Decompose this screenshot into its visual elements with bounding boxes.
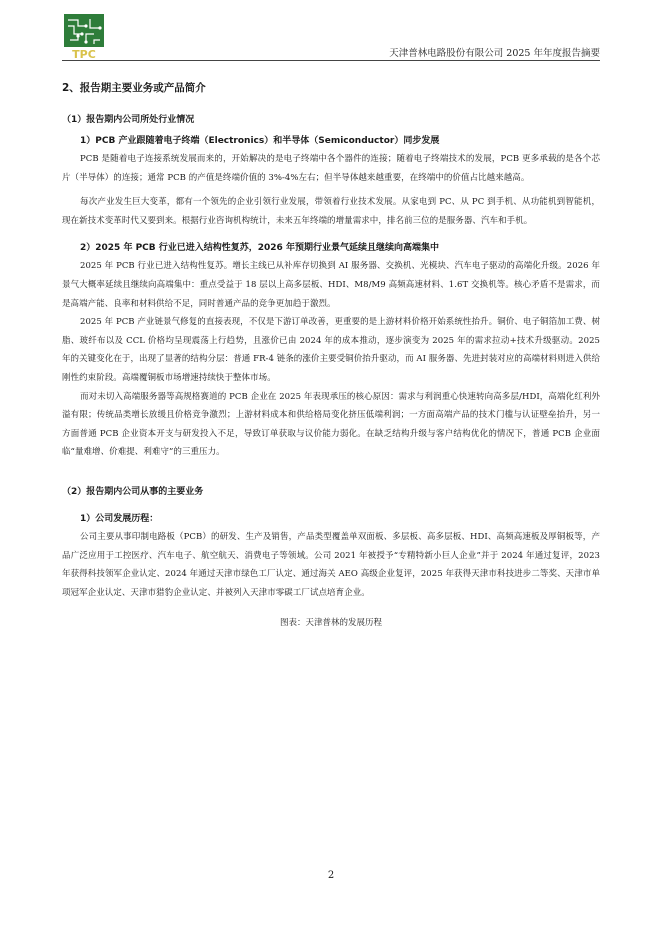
part2-heading: （2）报告期内公司从事的主要业务 [62,486,204,497]
page-number: 2 [327,870,335,881]
header-rule [62,60,600,61]
paragraph: PCB 是随着电子连接系统发展而来的，开始解决的是电子终端中各个器件的连接；随着电子终端技术的发展，PCB 更多承载的是各个芯片（半导体）的连接；通常 PCB 的产值是终端价值的 3%-4%左右；但半导体越来越重要，在终端中的价值占比越来越高。 [62,154,600,183]
paragraph: 2025 年 PCB 产业链景气修复的直接表现，不仅是下游订单改善，更重要的是上游材料价格开始系统性抬升。铜价、电子铜箔加工费、树脂、玻纤布以及 CCL 价格均呈现震荡上行趋势，且涨价已由 2024 年的成本推动，逐步演变为 2025 年的需求拉动+技术升级驱动。2025 年的关键变化在于，出现了显著的结构分层：普通 FR-4 链条的涨价主要受铜价抬升驱动，而 AI 服务器、先进封装对应的高端材料则进入供给刚性约束阶段。高端覆铜板市场增速持续快于整体市场。 [62,317,600,383]
part1-sub1-heading: 1）PCB 产业跟随着电子终端（Electronics）和半导体（Semiconductor）同步发展 [80,136,440,146]
part1-heading: （1）报告期内公司所处行业情况 [62,115,195,125]
part1-sub2-heading: 2）2025 年 PCB 行业已进入结构性复苏，2026 年预期行业景气延续且继续向高端集中 [80,243,439,254]
company-logo [64,14,104,60]
paragraph: 每次产业发生巨大变革，都有一个领先的企业引领行业发展，带领着行业技术发展。从家电到 PC、从 PC 到手机、从功能机到智能机，现在新技术变革时代又要到来。根据行业咨询机构统计，未来五年终端的增量需求中，排名前三位的是服务器、汽车和手机。 [62,197,600,226]
paragraph: 2025 年 PCB 行业已进入结构性复苏。增长主线已从补库存切换到 AI 服务器、交换机、光模块、汽车电子驱动的高端化升级。2026 年景气大概率延续且继续向高端集中：重点受益于 18 层以上高多层板、HDI、M8/M9 高频高速材料、1.6T 交换机等。核心矛盾不是需求，而是高端产能、良率和材料供给不足，同时普通产品的竞争更加趋于激烈。 [62,261,600,309]
main-content [62,80,600,628]
header-title: 天津普林电路股份有限公司 2025 年年度报告摘要 [389,48,600,59]
figure-caption: 图表：天津普林的发展历程 [279,618,382,629]
paragraph: 公司主要从事印制电路板（PCB）的研发、生产及销售，产品类型覆盖单双面板、多层板、高多层板、HDI、高频高速板及厚铜板等，产品广泛应用于工控医疗、汽车电子、航空航天、消费电子等领域。公司 2021 年被授予“专精特新小巨人企业”并于 2024 年通过复评，2023 年获得科技领军企业认定、2024 年通过天津市绿色工厂认定、通过海关 AEO 高级企业复评，2025 年获得天津市科技进步二等奖、天津市单项冠军企业认定、天津市猎豹企业认定、并被列入天津市零碳工厂试点培育企业。 [62,531,600,598]
part2-sub1-heading: 1）公司发展历程： [80,513,159,524]
logo-text: TPC [72,48,96,60]
paragraph: 而对未切入高端服务器等高规格赛道的 PCB 企业在 2025 年表现承压的核心原因：需求与利润重心快速转向高多层/HDI，高端化红利外溢有限；传统品类增长放缓且价格竞争激烈；上游材料成本和供给格局变化挤压低端利润；一方面高端产品的技术门槛与认证壁垒抬升，另一方面普通 PCB 企业资本开支与研发投入不足，导致订单获取与议价能力弱化。在缺乏结构升级与客户结构优化的情况下，普通 PCB 企业面临“量难增、价难提、利难守”的三重压力。 [62,391,600,458]
section-heading: 2、报告期主要业务或产品简介 [62,82,206,94]
